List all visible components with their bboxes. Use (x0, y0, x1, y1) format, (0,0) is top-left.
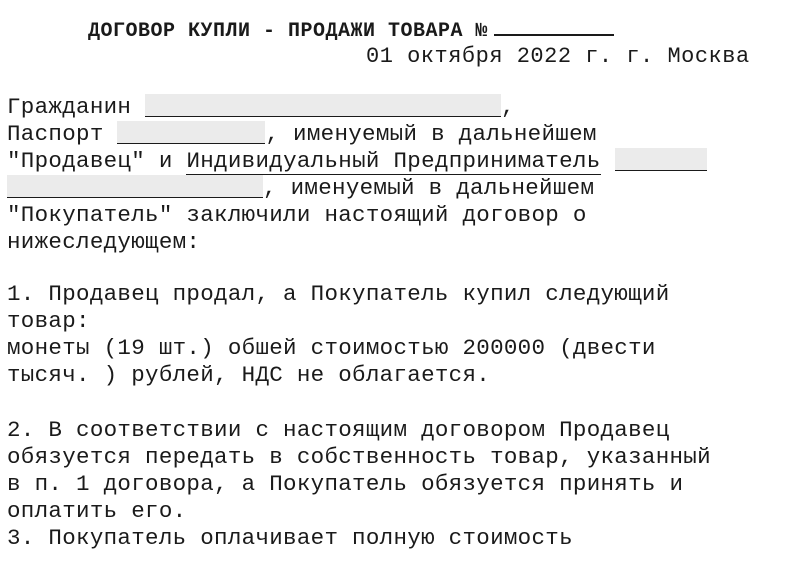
buyer-entity-type: Индивидуальный Предприниматель (186, 148, 601, 174)
clause-1-line-3: монеты (19 шт.) обшей стоимостью 200000 (двести (7, 335, 656, 361)
date-and-city: 01 октября 2022 г. г. Москва (366, 44, 750, 69)
parties-line-4 (7, 175, 594, 202)
clause-2-line-2: обязуется передать в собственность товар, указанный (7, 444, 711, 470)
contract-number-blank (494, 16, 614, 36)
clause-1-line-2: товар: (7, 308, 90, 334)
parties-line-5: "Покупатель" заключили настоящий договор о (7, 202, 587, 228)
parties-line-4-end: , именуемый в дальнейшем (263, 175, 595, 201)
parties-line-1-end: , (501, 94, 515, 120)
clause-1-line-4: тысяч. ) рублей, НДС не облагается. (7, 362, 491, 388)
parties-line-6: нижеследующем: (7, 229, 201, 255)
parties-line-1 (7, 94, 515, 121)
clause-2-line-3: в п. 1 договора, а Покупатель обязуется принять и (7, 471, 684, 497)
parties-line-2-end: , именуемый в дальнейшем (265, 121, 597, 147)
clause-1-line-1: 1. Продавец продал, а Покупатель купил следующий (7, 281, 670, 307)
buyer-name-blank-1 (615, 148, 707, 171)
buyer-name-blank-2 (7, 175, 263, 198)
parties-line-2 (7, 121, 597, 148)
citizen-name-blank (145, 94, 501, 117)
document-title (88, 16, 614, 43)
clause-3-line-1: 3. Покупатель оплачивает полную стоимость (7, 525, 573, 551)
clause-2-line-4: оплатить его. (7, 498, 187, 524)
clause-2-line-1: 2. В соответствии с настоящим договором Продавец (7, 417, 670, 443)
citizen-label: Гражданин (7, 94, 132, 120)
seller-designation: "Продавец" и (7, 148, 173, 174)
passport-label: Паспорт (7, 121, 104, 147)
parties-line-3 (7, 148, 707, 175)
passport-blank (117, 121, 265, 144)
title-text: ДОГОВОР КУПЛИ - ПРОДАЖИ ТОВАРА № (88, 20, 489, 43)
